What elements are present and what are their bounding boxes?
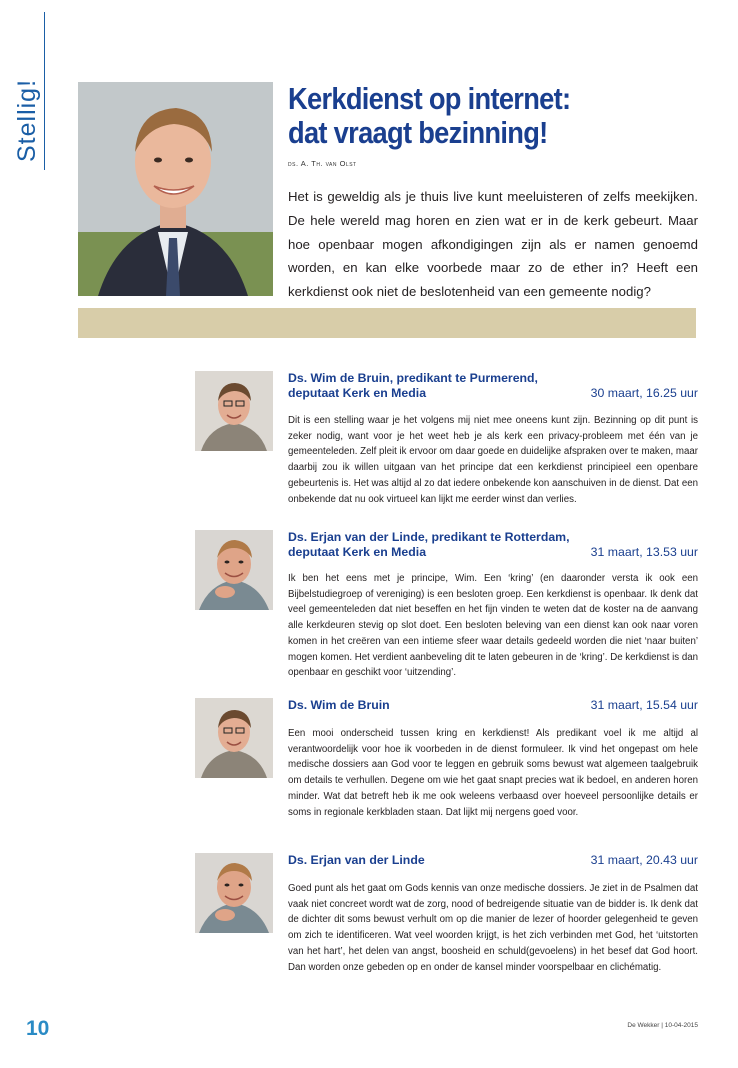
- post-header: [288, 853, 698, 868]
- publication-footer: De Wekker | 10-04-2015: [627, 1022, 698, 1029]
- author-portrait-photo: [78, 82, 273, 296]
- author-avatar: [195, 853, 273, 933]
- author-avatar: [195, 530, 273, 610]
- post-header: [288, 530, 698, 560]
- post-body: Ik ben het eens met je principe, Wim. Een ‘kring’ (en daaronder versta ik ook een Bijbelstudiegroep of vereniging) is een besloten groep. Een kerkdienst is openbaar. Ik denk dat veel gemeenteleden dat niet beseffen en het fijn vinden te weten dat de koster na de aanvang alle kerkdeuren stevig op slot doet. Een besloten beleving van een dienst kan ook naar voren komen in het creëren van een intieme sfeer waar details gedeeld worden die niet ‘naar buiten’ mogen komen. Het verdient aanbeveling dit te laten gebeuren in de ‘kring’. De kerkdienst is dan openbaar en geschikt voor ‘uitzending’.: [288, 573, 698, 679]
- article-title-line-1: Kerkdienst op internet:: [288, 81, 571, 116]
- post-body: Een mooi onderscheid tussen kring en kerkdienst! Als predikant voel ik me altijd al verantwoordelijk voor hoe ik voorbeden in de dienst formuleer. Ik vind het ongepast om hele medische dossiers aan God voor te leggen en gebruik soms bewust wat algemeen taalgebruik om details te verhullen. Degene om wie het gaat snapt precies wat ik bedoel, en anderen horen minder. Wat dat betreft heb ik me ook weleens verbaasd over hoeveel persoonlijke details er soms in regionale kerkbladen staan. Dat lijkt mij nergens goed voor.: [288, 728, 698, 818]
- post-date: 31 maart, 15.54 uur: [590, 698, 698, 712]
- section-label: Stellig!: [13, 78, 41, 162]
- post-author-line-2: deputaat Kerk en Media: [288, 386, 427, 400]
- post-author-line-1: Ds. Wim de Bruin: [288, 698, 390, 712]
- post-date: 31 maart, 13.53 uur: [590, 545, 698, 559]
- post-author-line-1: Ds. Wim de Bruin, predikant te Purmerend,: [288, 371, 538, 385]
- article-title-line-2: dat vraagt bezinning!: [288, 115, 548, 150]
- post-author-line-1: Ds. Erjan van der Linde, predikant te Rotterdam,: [288, 530, 570, 544]
- author-avatar: [195, 371, 273, 451]
- post-date: 30 maart, 16.25 uur: [590, 386, 698, 400]
- post-body: Dit is een stelling waar je het volgens mij niet mee oneens kunt zijn. Bezinning op dit punt is zeker nodig, want voor je het weet heb je als kerk een privacy-probleem met één van je gemeenteleden. Zelf pleit ik ervoor om daar goede en duidelijke afspraken over te maken, maar daarbij zou ik willen uitgaan van het principe dat een kerkdienst principieel een openbare gebeurtenis is. Het was altijd al zo dat iedere onbekende kon aanschuiven in de dienst. Dat een onbekende dat nu ook virtueel kan lijkt me eerder winst dan verlies.: [288, 415, 698, 505]
- page-number: 10: [26, 1017, 50, 1040]
- article-byline: ds. A. Th. van Olst: [288, 159, 357, 168]
- author-avatar: [195, 698, 273, 778]
- section-band: [78, 308, 696, 338]
- post-body: Goed punt als het gaat om Gods kennis van onze medische dossiers. Je ziet in de Psalmen dat vaak niet concreet wordt wat de zorg, nood of bedreigende situatie van de bidder is. Ik denk dat de dichter dit soms bewust verhult om op die manier de lezer of hoorder gelegenheid te geven om zich te identificeren. Wat veel woorden krijgt, is het zich verbinden met God, het ‘uitstorten van het hart’, het delen van angst, boosheid en schuld(gevoelens) in het besef dat God hoort. Dan worden onze gebeden op en onder de kansel minder voorspelbaar en clichématig.: [288, 883, 698, 973]
- article-title: [288, 82, 658, 150]
- post-header: [288, 698, 698, 713]
- post-date: 31 maart, 20.43 uur: [590, 853, 698, 867]
- post-author-line-1: Ds. Erjan van der Linde: [288, 853, 425, 867]
- article-intro: Het is geweldig als je thuis live kunt meeluisteren of zelfs meekijken. De hele wereld mag horen en zien wat er in de kerk gebeurt. Maar hoe openbaar mogen afkondigingen zijn als er namen genoemd worden, en kan elke voorbede maar zo de ether in? Heeft een kerkdienst ook niet de beslotenheid van een gemeente nodig?: [288, 189, 698, 300]
- post-author-line-2: deputaat Kerk en Media: [288, 545, 427, 559]
- sidebar-rule: [44, 12, 45, 170]
- post-header: [288, 371, 698, 401]
